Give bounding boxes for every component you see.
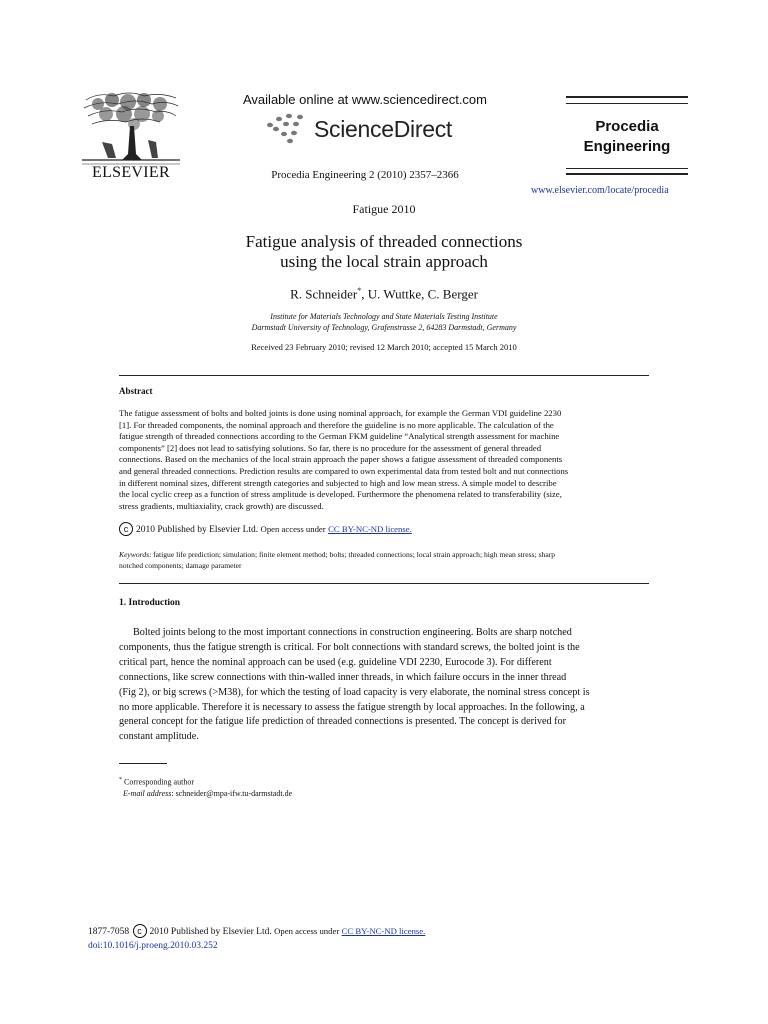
- abstract-line: in different nominal sizes, different strength categories and subjected to high and low mean stress. A simple model to describe: [119, 477, 557, 488]
- citation: Procedia Engineering 2 (2010) 2357–2366: [271, 169, 459, 181]
- elsevier-logo: [78, 90, 184, 182]
- introduction-body: [119, 626, 649, 745]
- journal-url-link[interactable]: www.elsevier.com/locate/procedia: [531, 185, 669, 196]
- abstract-line: fatigue strength of threaded connections according to the German FKM guideline “Analytical strength assessment for machine: [119, 431, 560, 442]
- journal-title-rule-bottom-thick: [566, 173, 688, 175]
- abstract-top-rule: [119, 375, 649, 376]
- publisher-name: ELSEVIER: [92, 164, 170, 181]
- abstract-heading: Abstract: [119, 386, 153, 396]
- journal-title-rule-top: [566, 96, 688, 98]
- article-title-line2: using the local strain approach: [280, 252, 488, 271]
- footer-doi-link[interactable]: doi:10.1016/j.proeng.2010.03.252: [88, 941, 218, 951]
- journal-title-rule-bottom: [566, 168, 688, 169]
- available-online-text: Available online at www.sciencedirect.com: [243, 92, 487, 107]
- footer-copyright-text: 2010 Published by Elsevier Ltd.: [149, 927, 272, 937]
- abstract-copyright-text: 2010 Published by Elsevier Ltd.: [136, 525, 259, 535]
- keywords-line1: : fatigue life prediction; simulation; finite element method; bolts; threaded connections; local strain approach; high mean stress; sharp: [149, 550, 556, 559]
- abstract-line: and general threaded connections. Prediction results are compared to own experimental data from tested bolt and nut connections: [119, 465, 569, 476]
- abstract-line: The fatigue assessment of bolts and bolted joints is done using nominal approach, for example the German VDI guideline 2230: [119, 408, 562, 418]
- conference-name: Fatigue 2010: [352, 202, 416, 216]
- footnote-email-label: E-mail address: [123, 788, 172, 798]
- introduction-line: components, thus the fatigue strength is critical. For bolt connections with standard screws, the bolted joint is the: [119, 641, 580, 653]
- footnote-corresponding: Corresponding author: [124, 777, 194, 787]
- abstract-open-access-text: Open access under: [260, 524, 326, 534]
- article-title: [150, 232, 618, 272]
- introduction-line: critical part, hence the nominal approach can be used (e.g. guideline VDI 2230, Eurocode 3). For different: [119, 656, 552, 668]
- introduction-line: general concept for the fatigue life prediction of threaded connections is presented. The concept is derived for: [119, 716, 567, 728]
- footnote-email-value: : schneider@mpa-ifw.tu-darmstadt.de: [171, 788, 293, 798]
- abstract-bottom-rule: [119, 583, 649, 584]
- abstract-line: connections. Based on the mechanics of the local strain approach the paper shows a fatigue assessment of threaded components: [119, 454, 563, 465]
- footer-copyright-icon: c: [133, 924, 147, 938]
- journal-title-line2: Engineering: [583, 138, 671, 155]
- journal-title-rule-top-thin: [566, 103, 688, 104]
- sciencedirect-dots-icon: [262, 112, 310, 146]
- author-list: [184, 286, 584, 302]
- sciencedirect-logo: [262, 112, 472, 148]
- footnote-rule: [119, 763, 167, 764]
- received-dates: Received 23 February 2010; revised 12 March 2010; accepted 15 March 2010: [251, 342, 517, 352]
- journal-title-line1: Procedia: [595, 118, 659, 135]
- abstract-line: components” [2] does not lead to satisfying solutions. So far, there is no procedure for the assessment of general threaded: [119, 442, 542, 453]
- abstract-line: stress gradients, multiaxiality, crack growth) are discussed.: [119, 500, 324, 511]
- journal-title: [566, 117, 688, 157]
- introduction-line: (Fig 2), or big screws (>M38), for which the testing of load capacity is very elaborate, the nominal stress concept is: [119, 686, 590, 698]
- introduction-line: connections, like screw connections with thin-walled inner threads, in which failure occurs in the inner thread: [119, 671, 567, 683]
- abstract-body: [119, 408, 649, 512]
- introduction-line: constant amplitude.: [119, 731, 199, 743]
- footer-open-access-text: Open access under: [274, 926, 340, 936]
- article-title-line1: Fatigue analysis of threaded connections: [245, 232, 523, 251]
- introduction-heading: 1. Introduction: [119, 598, 181, 608]
- introduction-line: Bolted joints belong to the most important connections in construction engineering. Bolts are sharp notched: [133, 627, 572, 638]
- abstract-line: [1]. For threaded components, the nominal approach and therefore the guideline is no more applicable. The calculation of the: [119, 419, 554, 430]
- footnote: [119, 775, 292, 799]
- footer-issn: 1877-7058: [88, 927, 130, 937]
- footer: [88, 924, 425, 953]
- footer-license-link[interactable]: CC BY-NC-ND license.: [341, 926, 426, 936]
- abstract-copyright: [119, 522, 412, 536]
- affiliation-line1: Institute for Materials Technology and State Materials Testing Institute: [270, 312, 498, 321]
- author-corresponding-mark: *: [357, 286, 362, 295]
- affiliation-line2: Darmstadt University of Technology, Grafenstrasse 2, 64283 Darmstadt, Germany: [251, 323, 517, 332]
- abstract-license-link[interactable]: CC BY-NC-ND license.: [328, 524, 412, 534]
- author-first: R. Schneider: [290, 286, 358, 302]
- sciencedirect-brand: ScienceDirect: [314, 116, 452, 142]
- keywords: [119, 549, 649, 571]
- author-rest: , U. Wuttke, C. Berger: [361, 286, 478, 302]
- introduction-line: no more applicable. Therefore it is necessary to assess the fatigue strength by local approaches. In the following, a: [119, 701, 585, 713]
- abstract-line: the local cyclic creep as a function of stress amplitude is developed. Furthermore the phenomena related to transferability (size,: [119, 489, 562, 500]
- keywords-line2: notched components; damage parameter: [119, 561, 242, 570]
- keywords-label: Keywords: [119, 550, 150, 559]
- copyright-icon: c: [119, 522, 133, 536]
- affiliation: [150, 311, 618, 333]
- footnote-mark: *: [119, 777, 122, 783]
- elsevier-tree-icon: [78, 90, 184, 168]
